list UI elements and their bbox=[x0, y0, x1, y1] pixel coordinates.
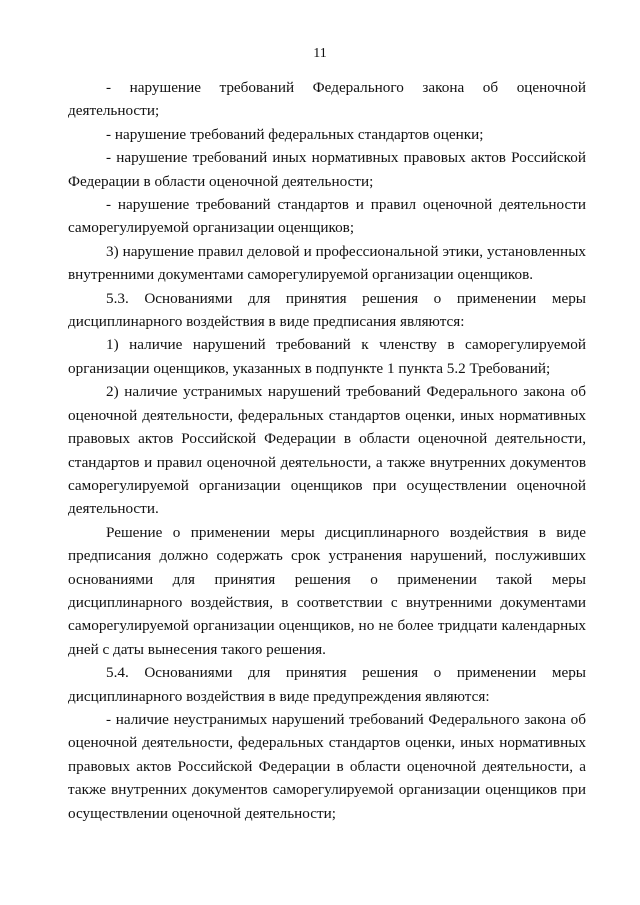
paragraph-5-4-item: - наличие неустранимых нарушений требований Федерального закона об оценочной деятельности, федеральных стандартов оценки, иных нормативных правовых актов Российской Федерации в области оценочной деятельности, а также внутренних документов саморегулируемой организации оценщиков при осуществлении оценочной деятельности; bbox=[68, 710, 586, 822]
paragraph-violation-federal-standards: - нарушение требований федеральных стандартов оценки; bbox=[106, 125, 484, 143]
paragraph-5-3-item-1: 1) наличие нарушений требований к членству в саморегулируемой организации оценщиков, указанных в подпункте 1 пункта 5.2 Требований; bbox=[68, 336, 586, 377]
document-body bbox=[68, 76, 586, 825]
paragraph-violation-other-acts: - нарушение требований иных нормативных правовых актов Российской Федерации в области оценочной деятельности; bbox=[68, 149, 586, 190]
paragraph-violation-federal-law: - нарушение требований Федерального закона об оценочной деятельности; bbox=[68, 79, 586, 120]
paragraph-prescription-decision: Решение о применении меры дисциплинарного воздействия в виде предписания должно содержать срок устранения нарушений, послуживших основаниями для принятия решения о применении такой меры дисциплинарного воздействия, в соответствии с внутренними документами саморегулируемой организации оценщиков, но не более тридцати календарных дней с даты вынесения такого решения. bbox=[68, 523, 586, 658]
paragraph-5-3-item-2: 2) наличие устранимых нарушений требований Федерального закона об оценочной деятельности, федеральных стандартов оценки, иных нормативных правовых актов Российской Федерации в области оценочной деятельности, стандартов и правил оценочной деятельности, а также внутренних документов саморегулируемой организации оценщиков при осуществлении оценочной деятельности. bbox=[68, 383, 586, 518]
page-number: 11 bbox=[313, 46, 327, 61]
paragraph-ethics-violation: 3) нарушение правил деловой и профессиональной этики, установленных внутренними документами саморегулируемой организации оценщиков. bbox=[68, 242, 586, 284]
paragraph-5-3: 5.3. Основаниями для принятия решения о применении меры дисциплинарного воздействия в виде предписания являются: bbox=[68, 289, 586, 331]
paragraph-5-4: 5.4. Основаниями для принятия решения о применении меры дисциплинарного воздействия в виде предупреждения являются: bbox=[68, 664, 586, 705]
paragraph-violation-sro-standards: - нарушение требований стандартов и правил оценочной деятельности саморегулируемой организации оценщиков; bbox=[68, 196, 586, 237]
